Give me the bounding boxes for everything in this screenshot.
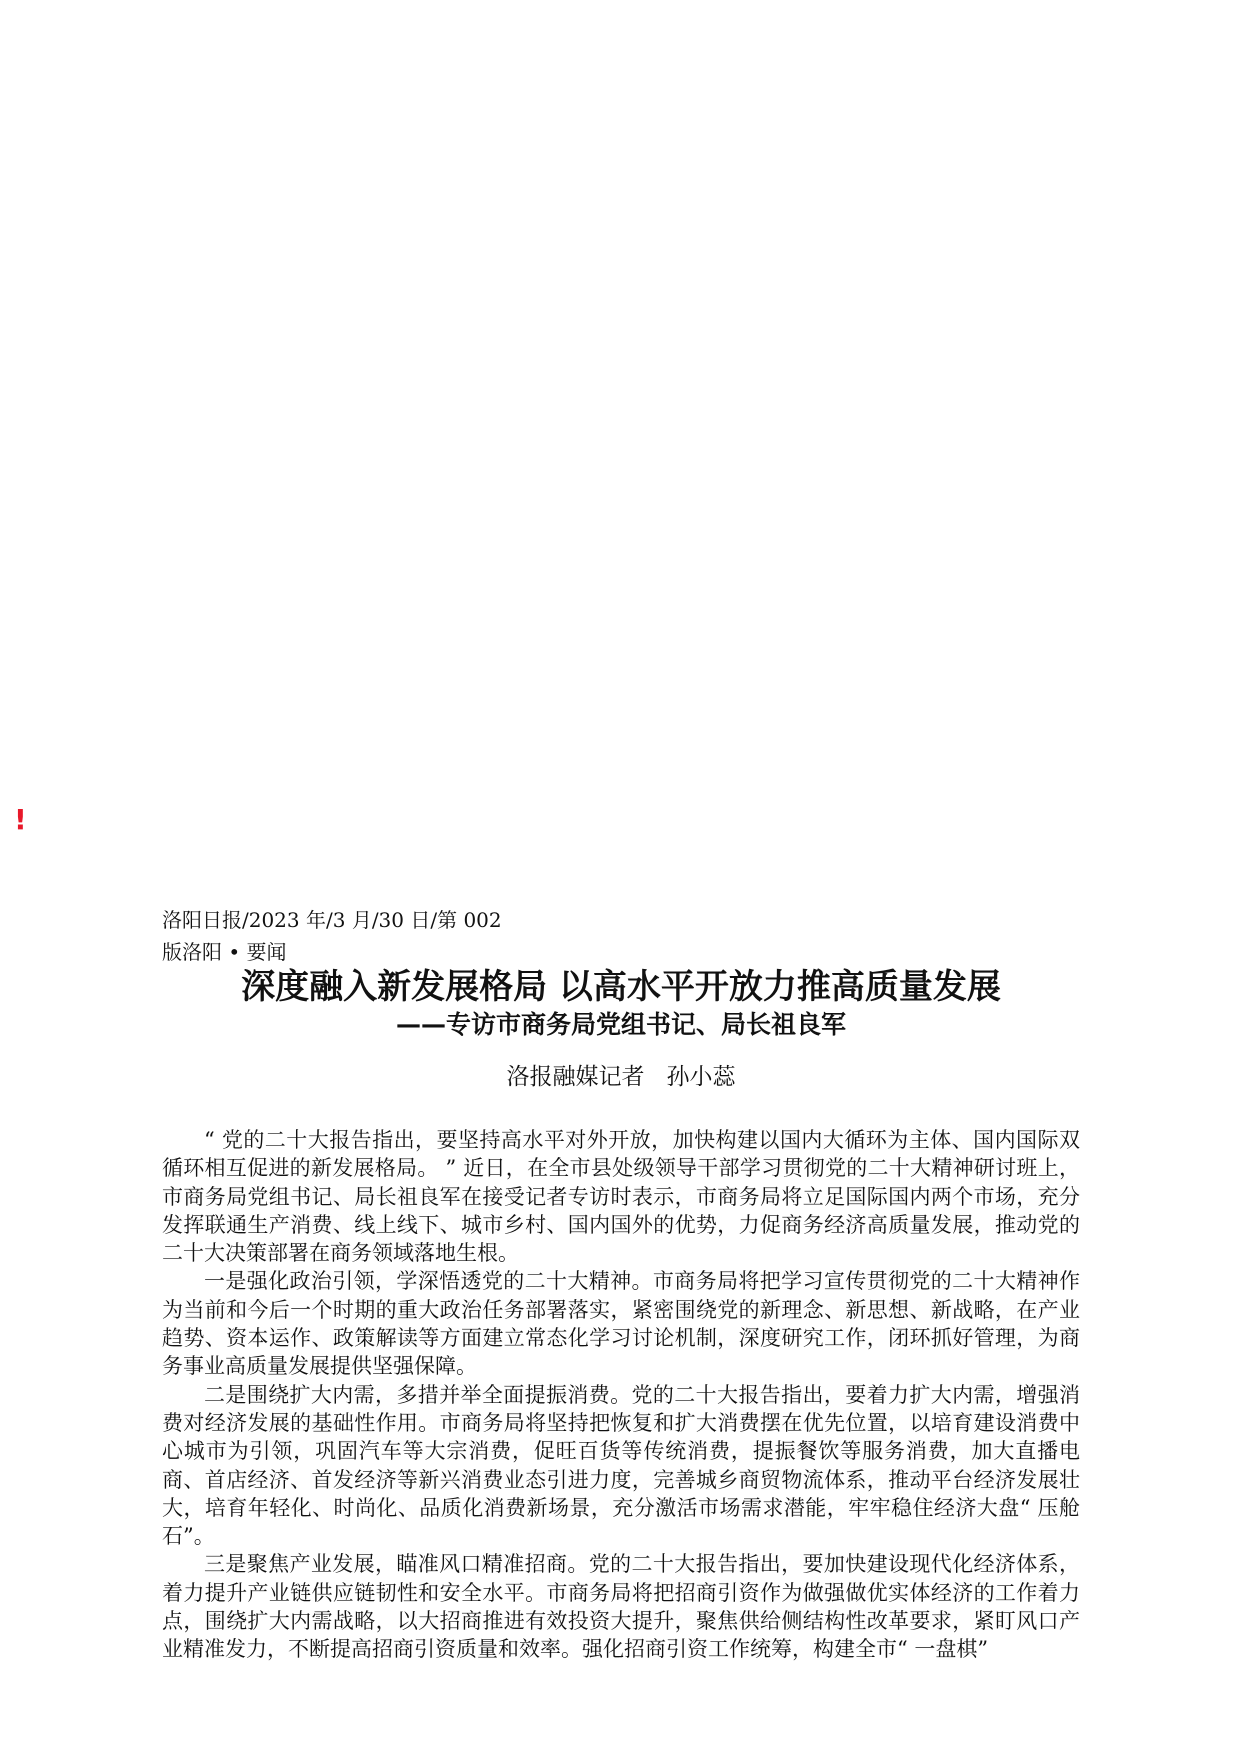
paragraph-4: 三是聚焦产业发展，瞄准风口精准招商。党的二十大报告指出，要加快建设现代化经济体系，着力提升产业链供应链韧性和安全水平。市商务局将把招商引资作为做强做优实体经济的工作着力点，围绕扩大内需战略，以大招商推进有效投资大提升，聚焦供给侧结构性改革要求，紧盯风口产业精准发力，不断提高招商引资质量和效率。强化招商引资工作统筹，构建全市“ 一盘棋”	[162, 1552, 1080, 1662]
source-line-1: 洛阳日报/2023 年/3 月/30 日/第 002	[162, 908, 502, 932]
article-body	[162, 1126, 1080, 1664]
article-byline: 洛报融媒记者 孙小蕊	[506, 1064, 736, 1090]
article-title: 深度融入新发展格局 以高水平开放力推高质量发展	[241, 967, 1001, 1007]
source-line	[162, 904, 522, 968]
paragraph-2: 一是强化政治引领，学深悟透党的二十大精神。市商务局将把学习宣传贯彻党的二十大精神作为当前和今后一个时期的重大政治任务部署落实，紧密围绕党的新理念、新思想、新战略，在产业趋势、资本运作、政策解读等方面建立常态化学习讨论机制，深度研究工作，闭环抓好管理，为商务事业高质量发展提供坚强保障。	[162, 1269, 1080, 1379]
red-exclamation-mark: !	[14, 803, 27, 836]
paragraph-1: “ 党的二十大报告指出，要坚持高水平对外开放，加快构建以国内大循环为主体、国内国际双循环相互促进的新发展格局。 ” 近日，在全市县处级领导干部学习贯彻党的二十大精神研讨班上，市商务局党组书记、局长祖良军在接受记者专访时表示，市商务局将立足国际国内两个市场，充分发挥联通生产消费、线上线下、城市乡村、国内国外的优势，力促商务经济高质量发展，推动党的二十大决策部署在商务领域落地生根。	[162, 1128, 1080, 1266]
paragraph-3: 二是围绕扩大内需，多措并举全面提振消费。党的二十大报告指出，要着力扩大内需，增强消费对经济发展的基础性作用。市商务局将坚持把恢复和扩大消费摆在优先位置，以培育建设消费中心城市为引领，巩固汽车等大宗消费，促旺百货等传统消费，提振餐饮等服务消费，加大直播电商、首店经济、首发经济等新兴消费业态引进力度，完善城乡商贸物流体系，推动平台经济发展壮大，培育年轻化、时尚化、品质化消费新场景，充分激活市场需求潜能，牢牢稳住经济大盘“ 压舱石”。	[162, 1382, 1080, 1549]
article-subtitle: ——专访市商务局党组书记、局长祖良军	[395, 1010, 846, 1039]
source-line-2: 版洛阳 • 要闻	[162, 940, 287, 964]
